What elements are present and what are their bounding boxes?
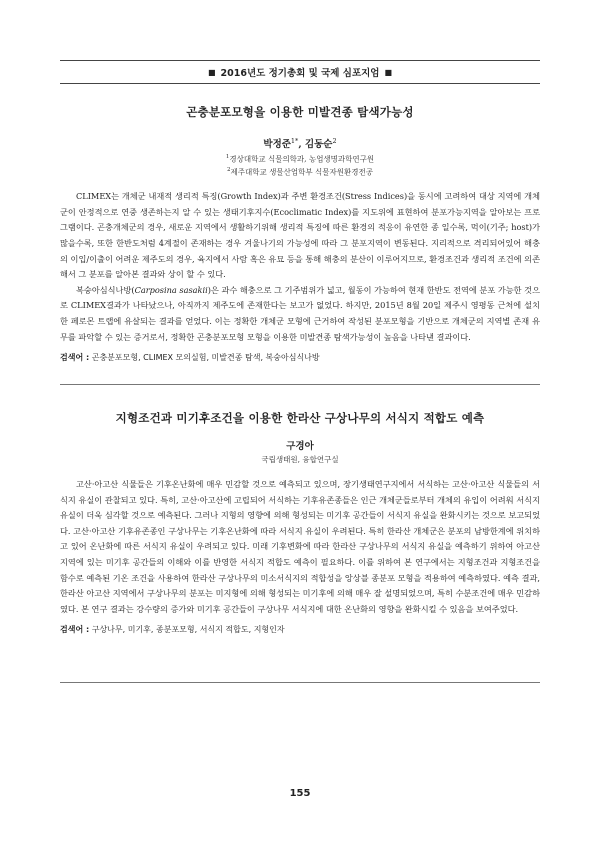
abstract-2 <box>60 410 540 636</box>
affiliation-text: 국립생태원, 융합연구실 <box>261 455 339 464</box>
body-paragraph: CLIMEX는 개체군 내재적 생리적 특징(Growth Index)과 주변 환경조건(Stress Indices)을 동시에 고려하여 대상 지역에 개체군이 안정적으로 연중 생존하는지 알 수 있는 생태기후지수(Ecoclimatic Index)를 지도위에 표현하여 분포가능지역을 알아보는 프로그램이다. 곤충개체군의 경우, 새로운 지역에서 생활하기위해 생리적 특징에 따른 환경의 적응이 유연한 종 일수록, 먹이(기주; host)가 많을수록, 또한 한반도처럼 4계절이 존재하는 경우 겨울나기의 가능성에 따라 그 분포지역이 변동된다. 지리적으로 격리되어있어 해충의 이입/이출이 어려운 제주도의 경우, 육지에서 사람 혹은 유묘 등을 통해 해충의 분산이 이루어지므로, 환경조건과 생리적 조건에 의존해서 그 분포를 알아본 결과와 상이 할 수 있다. <box>60 191 540 280</box>
abstract-title: 곤충분포모형을 이용한 미발견종 탐색가능성 <box>186 105 414 119</box>
square-bullet-icon: ■ <box>207 67 216 77</box>
author-superscript: 1* <box>290 137 299 145</box>
paragraph-text: 복숭아심식나방( <box>76 284 135 295</box>
affiliation <box>60 454 540 465</box>
body-paragraph <box>60 283 540 345</box>
author-line <box>60 440 540 454</box>
affiliation-text: 제주대학교 생물산업학부 식물자원환경전공 <box>230 167 373 177</box>
section-divider <box>60 384 540 385</box>
header-text: 2016년도 정기총회 및 국제 심포지엄 <box>220 68 380 79</box>
abstract-title: 지형조건과 미기후조건을 이용한 한라산 구상나무의 서식지 적합도 예측 <box>115 411 485 425</box>
affiliation-superscript: 1 <box>225 154 230 161</box>
running-header <box>60 60 540 84</box>
author-name: 김동순 <box>304 139 333 151</box>
square-bullet-icon: ■ <box>384 67 393 77</box>
author-superscript: 2 <box>332 137 337 145</box>
keywords-line <box>60 351 540 364</box>
affiliation-text: 경상대학교 식물의학과, 농업생명과학연구원 <box>229 154 375 164</box>
species-name: Carposina sasakii <box>134 284 208 295</box>
affiliation <box>60 152 540 165</box>
affiliation-superscript: 2 <box>227 166 231 173</box>
abstract-body <box>60 477 540 617</box>
keywords-label: 검색어 : <box>60 625 90 635</box>
keywords-line <box>60 623 540 636</box>
author-separator: , <box>298 139 305 151</box>
abstract-body <box>60 189 540 345</box>
author-name: 구경아 <box>286 441 314 452</box>
section-divider <box>60 682 540 683</box>
author-name: 박정준 <box>263 139 291 151</box>
affiliation <box>60 165 540 178</box>
page-number: 155 <box>289 788 311 799</box>
keywords-text: 구상나무, 미기후, 종분포모형, 서식지 적합도, 지형인자 <box>89 625 285 635</box>
body-paragraph: 고산·아고산 식물들은 기후온난화에 매우 민감할 것으로 예측되고 있으며, 장기생태연구지에서 서식하는 고산·아고산 식물들의 서식지 유실이 관찰되고 있다. 특히, 고산·아고산에 고립되어 서식하는 기후유존종들은 인근 개체군들로부터 개체의 유입이 어려워 서식지 유실이 더욱 심각할 것으로 예측된다. 그러나 지형의 영향에 의해 형성되는 미기후 공간들이 서식지 유실을 완화시키는 것으로 보고되었다. 고산·아고산 기후유존종인 구상나무는 기후온난화에 따라 서식지 유실이 우려된다. 특히 한라산 개체군은 분포의 남방한계에 위치하고 있어 온난화에 따른 서식지 유실이 우려되고 있다. 미래 기후변화에 따라 한라산 구상나무의 서식지 유실을 예측하기 위하여 아고산지역에 있는 미기후 공간들의 이해와 이를 반영한 서식지 적합도 예측이 필요하다. 이를 위하여 본 연구에서는 지형조건과 지형조건을 함수로 예측된 기온 조건을 사용하여 한라산 구상나무의 미소서식지의 적합성을 앙상블 종분포 모형을 적용하여 예측하였다. 예측 결과, 한라산 아고산 지역에서 구상나무의 분포는 미지형에 의해 형성되는 미기후에 의해 매우 잘 설명되었으며, 특히 수분조건에 매우 민감하였다. 본 연구 결과는 강수량의 증가와 미기후 공간들이 구상나무 서식지에 대한 온난화의 영향을 완화시킬 수 있음을 보여주었다. <box>60 479 540 614</box>
abstract-1 <box>60 104 540 364</box>
author-line <box>60 134 540 152</box>
keywords-text: 곤충분포모형, CLIMEX 모의실험, 미발견종 탐색, 복숭아심식나방 <box>89 353 320 363</box>
keywords-label: 검색어 : <box>60 353 90 363</box>
paragraph-text: )은 과수 해충으로 그 기주범위가 넓고, 월동이 가능하여 현재 한반도 전역에 분포 가능한 것으로 CLIMEX결과가 나타났으나, 아직까지 제주도에 존재한다는 보고가 없었다. 하지만, 2015년 8월 20일 제주시 영평동 근처에 설치한 페로몬 트랩에 유살되는 결과를 얻었다. 이는 정확한 개체군 모형에 근거하여 작성된 분포모형을 기반으로 개체군의 지역별 존재 유무를 파악할 수 있는 증거로서, 정확한 곤충분포모형 모형을 이용한 미발견종 탐색가능성이 높음을 나타낸 결과이다. <box>60 284 541 342</box>
